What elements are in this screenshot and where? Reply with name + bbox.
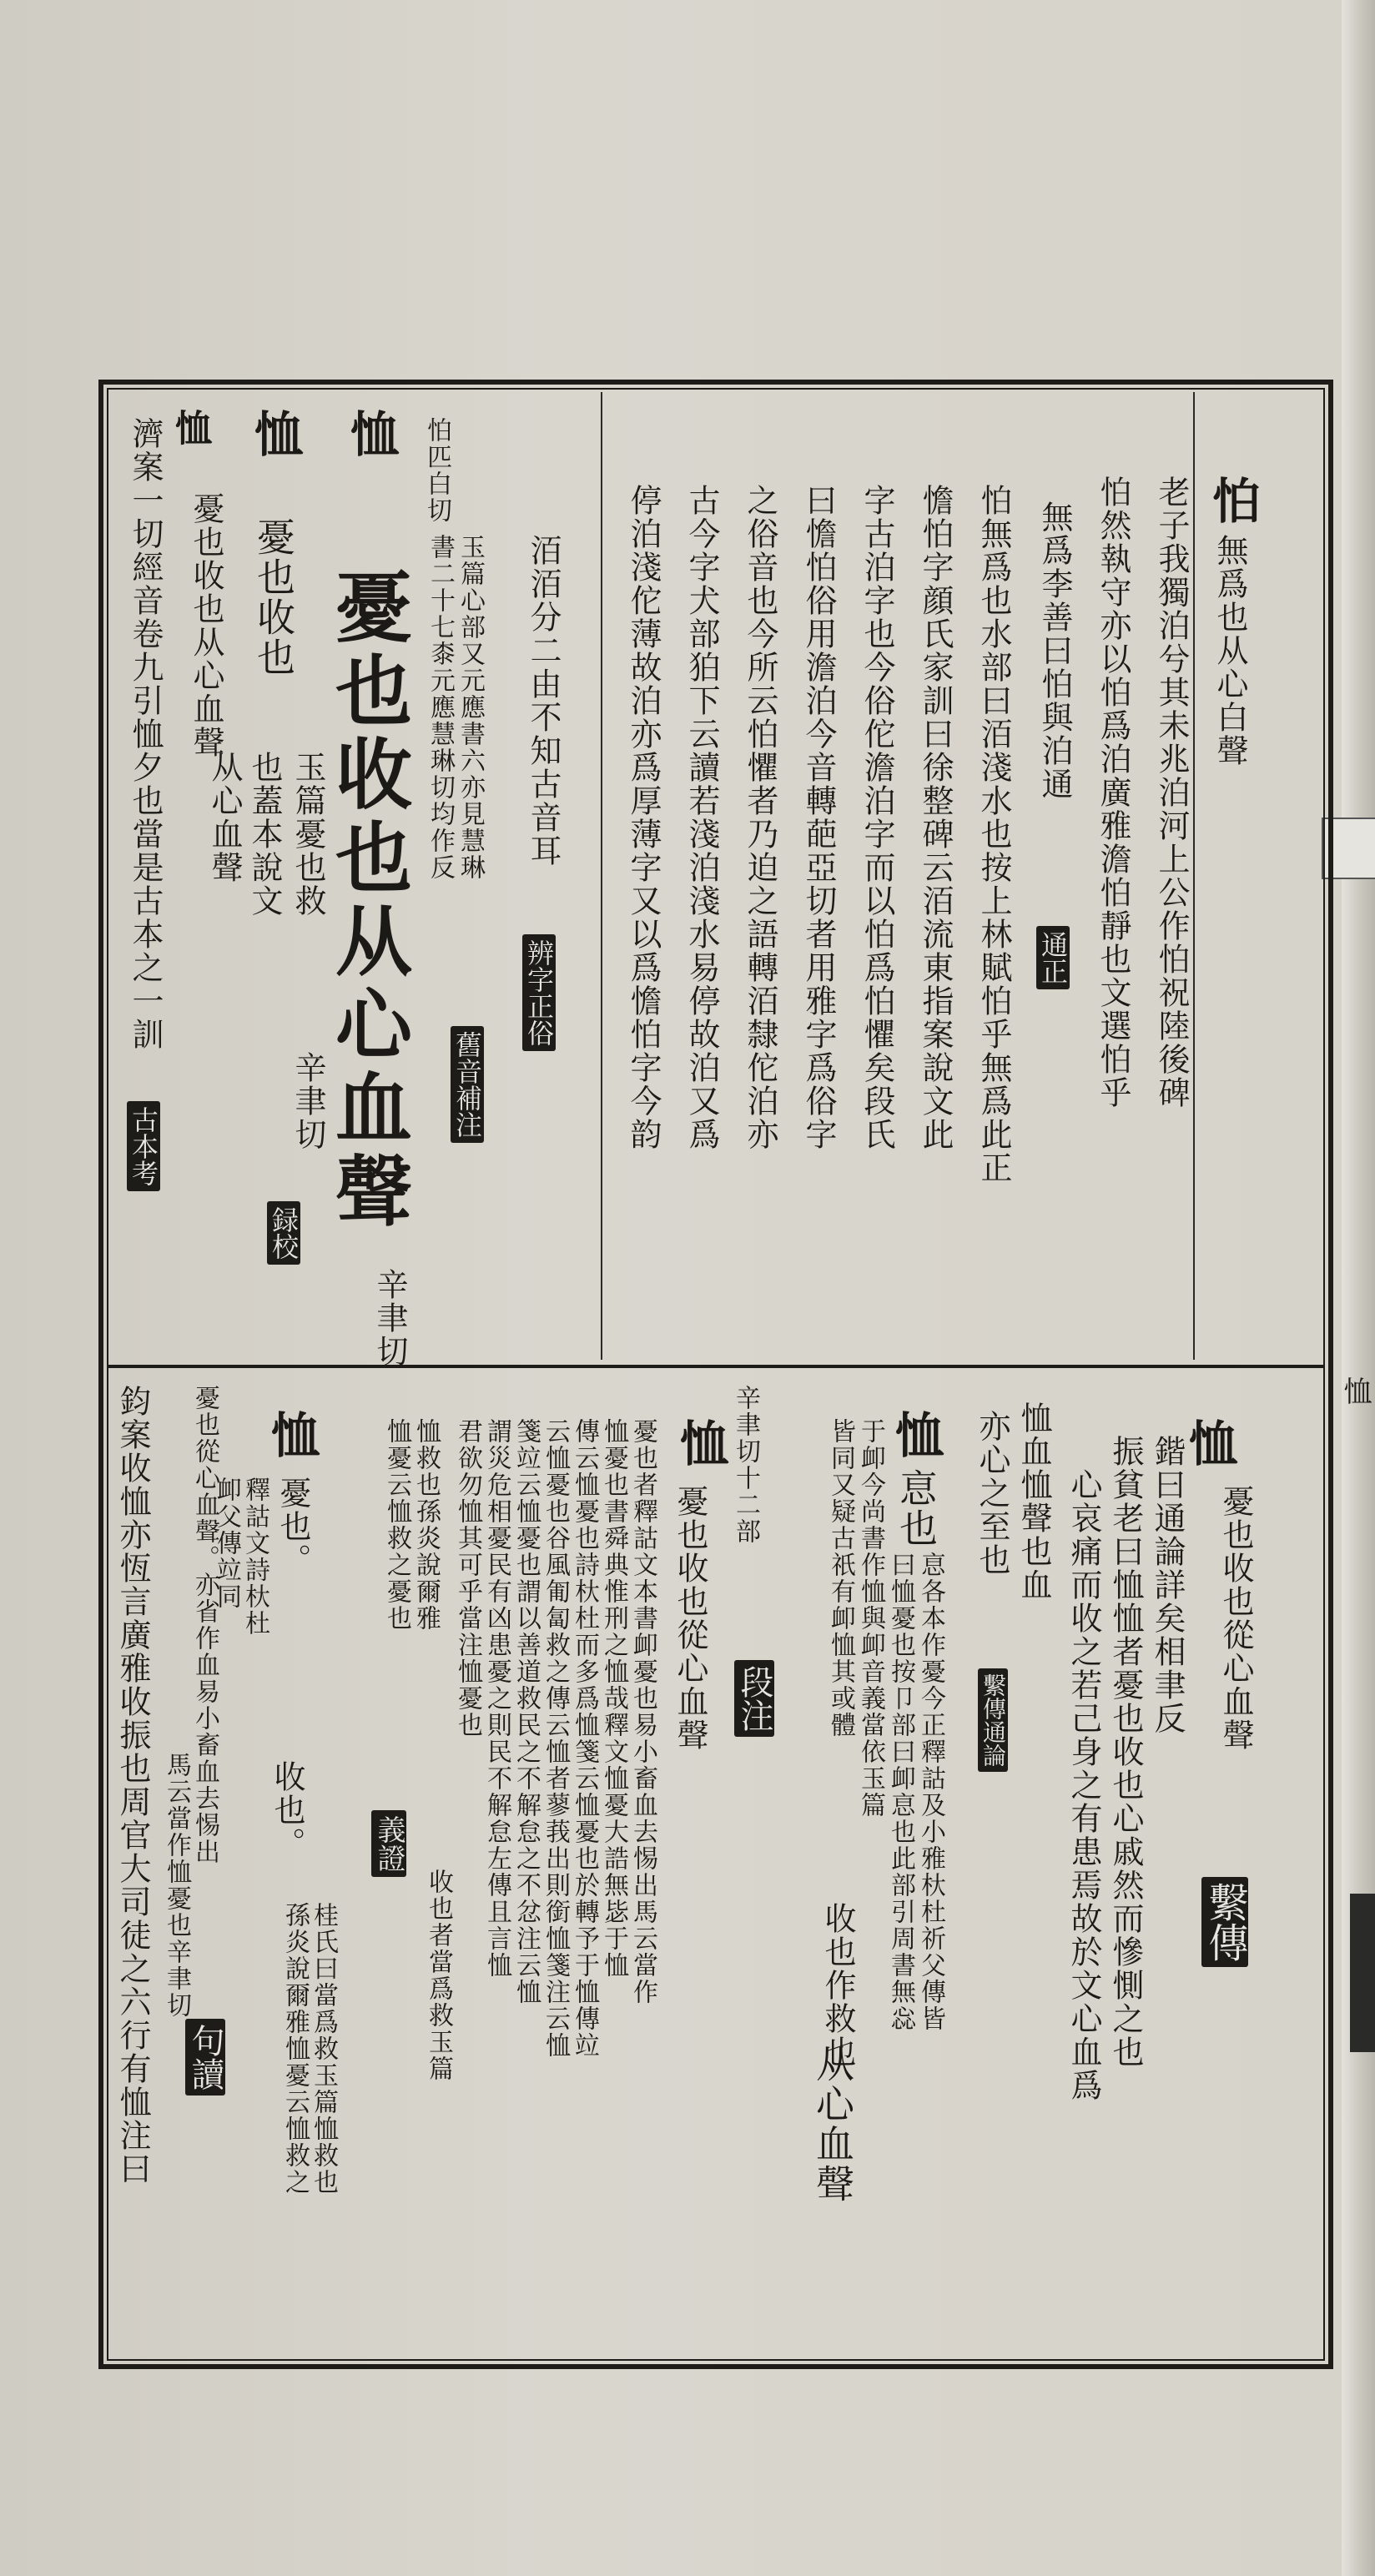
text-line: 振貧老曰恤恤者憂也收也心戚然而慘惻之也 <box>1107 1435 1144 2069</box>
text-line: 恤血恤聲也血 <box>1015 1401 1052 1602</box>
column-rule <box>601 392 602 1360</box>
text-line: 謂災危相憂民有凶患憂之則民不解怠左傳且言恤 <box>482 1418 511 1979</box>
text-line: 也蓋本說文 <box>246 751 283 918</box>
section-divider <box>107 1365 1325 1368</box>
label-tag-duanzhu: 段注 <box>734 1660 774 1737</box>
text-line: 釋詁文詩杕杜 <box>240 1477 269 1637</box>
text-line: 收也。 <box>269 1760 305 1860</box>
text-line: 恤憂云恤救之憂也 <box>382 1418 411 1632</box>
text-line: 憂也收也从心血聲 <box>188 492 224 759</box>
entry-head: 恴也 <box>894 1468 939 1548</box>
text-line: 孫炎說爾雅恤憂云恤救之 <box>280 1902 310 2196</box>
text-line: 憺怕字顔氏家訓曰徐整碑云洦流東指案說文此 <box>917 484 954 1151</box>
text-line: 卹父傳竝同 <box>212 1477 241 1610</box>
label-tag-jiaolu: 録校 <box>267 1201 300 1265</box>
book-spine <box>1342 0 1375 2576</box>
text-line: 心哀痛而收之若己身之有患焉故於文心血爲 <box>1065 1468 1102 2102</box>
text-line: 怕然執守亦以怕爲泊廣雅澹怕靜也文選怕乎 <box>1095 475 1131 1109</box>
seal-char-xu: 恤 <box>1181 1418 1237 1467</box>
margin-label: 恤 <box>1338 1376 1372 1405</box>
text-line: 傳云恤憂也詩杕杜而多爲恤箋云恤憂也於轉予于恤傳竝 <box>570 1418 599 2059</box>
text-line: 收也作救也 <box>819 1902 856 2069</box>
text-line: 憂也者釋詁文本書卹憂也易小畜血去惕出馬云當作 <box>628 1418 657 2005</box>
text-line: 收也者當爲救玉篇 <box>424 1869 453 2082</box>
seal-char-xu: 恤 <box>263 1410 320 1458</box>
text-line: 恴各本作憂今正釋詁及小雅杕杜祈父傳皆 <box>916 1552 945 2032</box>
seal-char-xu: 恤 <box>342 409 399 457</box>
entry-head-po: 無爲也从心白聲 <box>1211 534 1248 767</box>
text-line: 之俗音也今所云怕懼者乃迫之語轉洦隸佗泊亦 <box>742 484 778 1151</box>
seal-char-xu: 恤 <box>672 1418 728 1467</box>
fanqie: 辛聿切 <box>371 1268 408 1368</box>
small-note: 書二十七桼元應慧琳切均作反 <box>426 534 455 881</box>
fanqie: 辛聿切十二部 <box>731 1385 760 1545</box>
text-line: 桂氏曰當爲救玉篇恤救也 <box>309 1902 338 2196</box>
text-line: 停泊淺佗薄故泊亦爲厚薄字又以爲憺怕字今韵 <box>625 484 662 1151</box>
text-line: 憂也從心血聲。亦省作血易小畜血去惕出 <box>190 1385 219 1865</box>
text-line: 馬云當作恤憂也辛聿切 <box>162 1752 191 2019</box>
text-line: 曰憺怕俗用澹泊今音轉葩亞切者用雅字爲俗字 <box>800 484 837 1151</box>
text-line: 云恤憂也谷風匍匐救之傳云恤者蓼莪出則銜恤箋注云恤 <box>541 1418 570 2059</box>
column-rule <box>1193 392 1195 1360</box>
small-note: 玉篇心部又元應書六亦見慧琳 <box>456 534 485 881</box>
text-line: 鈞案收恤亦恆言廣雅收振也周官大司徒之六行有恤注曰 <box>114 1385 151 2186</box>
text-line: 憂也收也 <box>251 517 296 677</box>
text-line: 鍇曰通論詳矣相聿反 <box>1149 1435 1186 1735</box>
seal-char-xu: 恤 <box>887 1410 944 1458</box>
text-line: 怕無爲也水部曰洦淺水也按上林賦怕乎無爲此正 <box>975 484 1012 1185</box>
entry-head: 憂也。 <box>274 1477 311 1577</box>
text-line: 古今字犬部狛下云讀若淺泊淺水易停故泊又爲 <box>683 484 720 1151</box>
label-tag-xichuan: 繫傳 <box>1201 1877 1248 1967</box>
spine-tab-dark <box>1350 1894 1375 2052</box>
text-line: 濟案一切經音卷九引恤夕也當是古本之一訓 <box>127 417 164 1051</box>
label-tag-gubenkao: 古本考 <box>127 1101 160 1191</box>
label-tag-bianzi: 辨字正俗 <box>522 934 556 1051</box>
text-line: 恤救也孫炎說爾雅 <box>411 1418 441 1632</box>
label-tag-jiuyin: 舊音補注 <box>451 1026 484 1143</box>
text-line: 皆同又疑古祇有卹恤其或體 <box>826 1418 855 1738</box>
seal-char-xu: 恤 <box>246 409 303 457</box>
text-line: 曰恤憂也按卩部曰卹恴也此部引周書無惢 <box>886 1552 915 2032</box>
label-tag-tongzheng: 通正 <box>1036 926 1070 989</box>
seal-char-po: 怕 <box>1204 475 1261 524</box>
entry-head: 憂也收也從心血聲 <box>1217 1485 1254 1752</box>
text-line: 洦洦分二由不知古音耳 <box>525 534 562 868</box>
label-tag-tonglun: 繫傳通論 <box>978 1668 1008 1772</box>
text-line: 恤憂也書舜典惟刑之恤哉釋文恤憂大誥無毖于恤 <box>599 1418 628 1979</box>
label-tag-yizheng: 義證 <box>371 1810 406 1877</box>
text-line: 亦心之至也 <box>974 1410 1010 1577</box>
text-line: 于卹今尚書作恤與卹音義當依玉篇 <box>856 1418 885 1819</box>
text-line: 从心血聲 <box>810 2044 855 2204</box>
text-line: 老子我獨泊兮其未兆泊河上公作怕祝陸後碑 <box>1153 475 1190 1109</box>
entry-head: 憂也收也從心血聲 <box>672 1485 708 1752</box>
text-line: 君欲勿恤其可乎當注恤憂也 <box>453 1418 482 1738</box>
text-line: 無爲李善曰怕與泊通 <box>1036 501 1073 801</box>
text-line: 从心血聲 <box>206 751 243 884</box>
text-line: 辛聿切 <box>290 1051 326 1151</box>
entry-head-xu: 憂也收也从心血聲 <box>323 567 413 1235</box>
text-line: 字古泊字也今俗佗澹泊字而以怕爲怕懼矣段氏 <box>859 484 895 1151</box>
text-line: 箋竝云恤憂也謂以善道救民之不解怠之不忿注云恤 <box>511 1418 541 2005</box>
small-note: 怕匹白切 <box>422 417 451 524</box>
seal-char-xu: 恤 <box>169 409 211 445</box>
label-tag-judu: 句讀 <box>185 2019 225 2096</box>
text-line: 玉篇憂也救 <box>290 751 326 918</box>
